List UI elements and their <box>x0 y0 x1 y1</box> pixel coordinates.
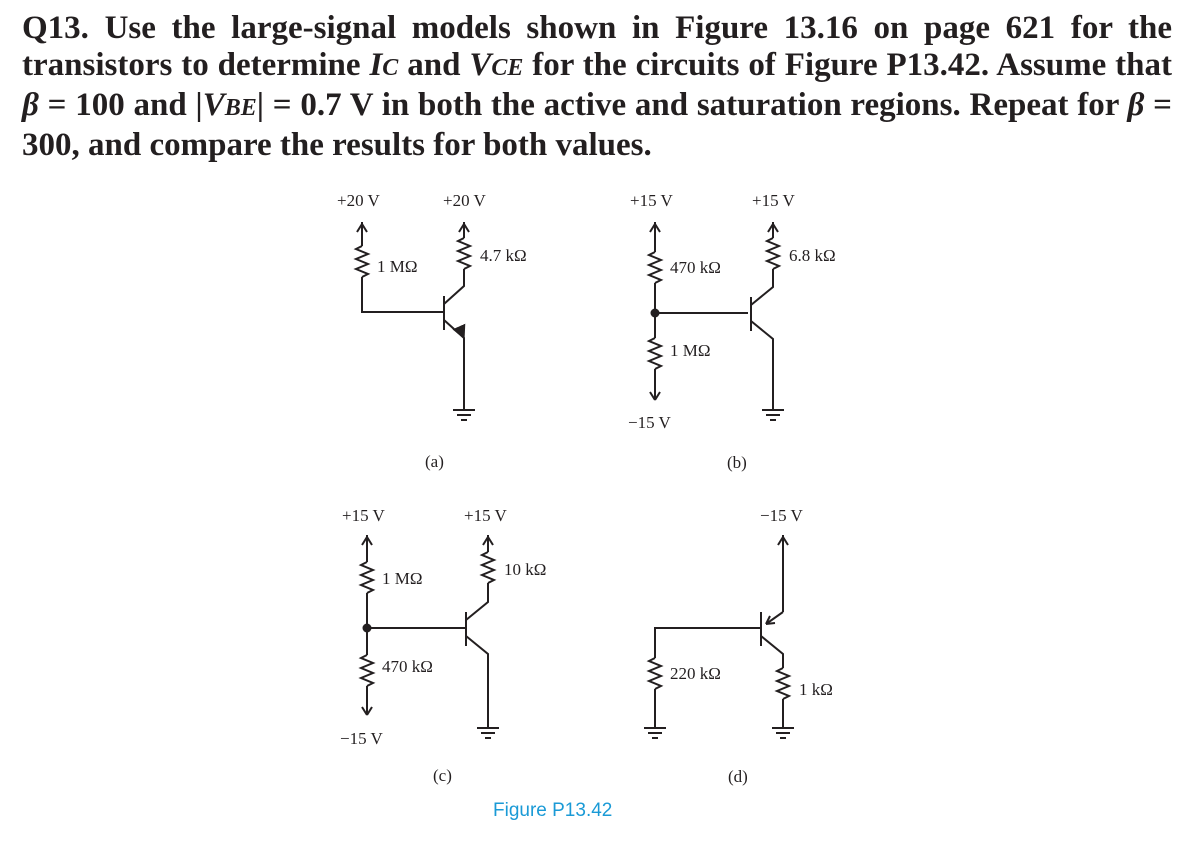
ground-icon <box>762 410 784 420</box>
circuit-caption: (d) <box>728 767 748 786</box>
resistor-label: 10 kΩ <box>504 560 547 579</box>
transistor-collector <box>761 636 783 668</box>
resistor-collector <box>482 552 494 583</box>
resistor-label: 470 kΩ <box>670 258 721 277</box>
resistor-collector <box>458 238 470 269</box>
transistor-emitter <box>444 320 464 410</box>
transistor-collector <box>466 583 488 620</box>
resistor-label: 220 kΩ <box>670 664 721 683</box>
supply-label: +15 V <box>342 506 385 525</box>
circuit-caption: (b) <box>727 453 747 472</box>
resistor-base <box>356 246 368 277</box>
resistor-label: 470 kΩ <box>382 657 433 676</box>
circuit-caption: (a) <box>425 452 444 471</box>
resistor-bottom <box>361 655 373 686</box>
transistor-emitter <box>751 321 773 410</box>
resistor-label: 1 kΩ <box>799 680 833 699</box>
resistor-emitter <box>777 668 789 699</box>
ground-icon <box>453 410 475 420</box>
resistor-label: 6.8 kΩ <box>789 246 836 265</box>
supply-label: +15 V <box>630 191 673 210</box>
question-text: Q13. Use the large-signal models shown in Figure 13.16 on page 621 for the transistors to determine IC and VCE for the circuits of Figure P13.42. Assume that β = 100 and |VBE| = 0.7 V in both the active and saturation regions. Repeat for β = 300, and compare the results for both values. <box>22 10 1172 163</box>
supply-label: +15 V <box>464 506 507 525</box>
figure-caption: Figure P13.42 <box>493 800 613 821</box>
supply-label: −15 V <box>340 729 383 748</box>
resistor-base <box>649 658 661 689</box>
circuit-b <box>628 191 836 472</box>
resistor-label: 1 MΩ <box>382 569 423 588</box>
transistor-collector <box>751 269 773 305</box>
ground-icon <box>772 728 794 738</box>
resistor-label: 4.7 kΩ <box>480 246 527 265</box>
circuit-caption: (c) <box>433 766 452 785</box>
resistor-top <box>649 252 661 283</box>
circuit-d <box>644 506 833 786</box>
supply-label: −15 V <box>628 413 671 432</box>
transistor-collector <box>444 269 464 304</box>
supply-label: +20 V <box>337 191 380 210</box>
resistor-collector <box>767 238 779 269</box>
circuit-a <box>337 191 527 471</box>
transistor-emitter <box>466 636 488 728</box>
resistor-bottom <box>649 338 661 369</box>
resistor-label: 1 MΩ <box>670 341 711 360</box>
supply-label: +15 V <box>752 191 795 210</box>
supply-label: +20 V <box>443 191 486 210</box>
circuit-c <box>340 506 546 785</box>
resistor-label: 1 MΩ <box>377 257 418 276</box>
ground-icon <box>644 728 666 738</box>
resistor-top <box>361 562 373 593</box>
ground-icon <box>477 728 499 738</box>
wire <box>655 628 761 658</box>
supply-label: −15 V <box>760 506 803 525</box>
